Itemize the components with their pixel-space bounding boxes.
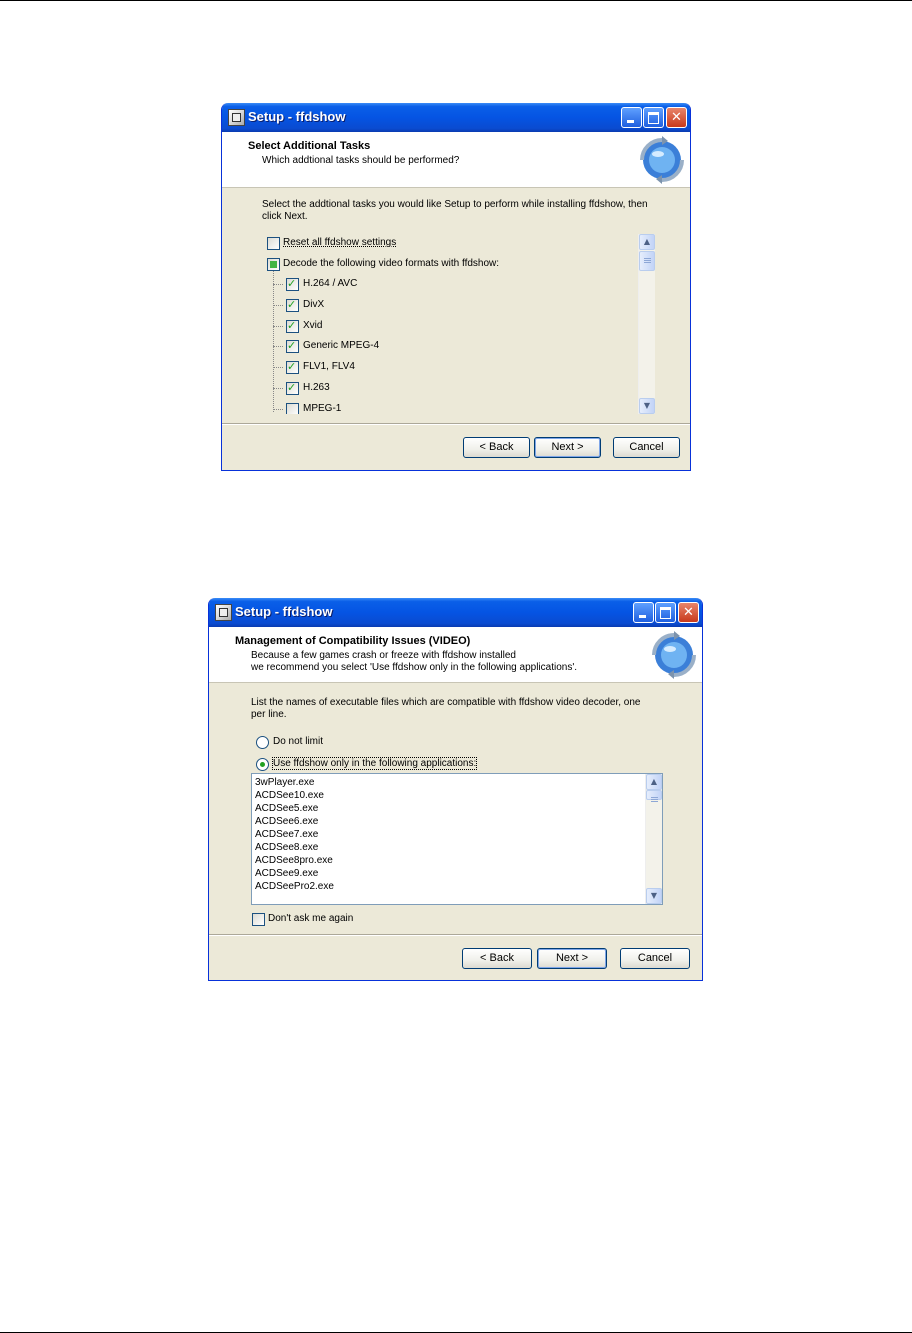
scroll-down-button[interactable] xyxy=(639,398,655,414)
wizard-globe-icon xyxy=(648,629,700,681)
window-title: Setup - ffdshow xyxy=(235,604,333,619)
setup-dialog-compatibility xyxy=(208,598,703,981)
chevron-up-icon: ▲ xyxy=(650,777,658,786)
instructions-line2: per line. xyxy=(251,709,287,720)
cancel-button[interactable]: Cancel xyxy=(620,948,690,969)
maximize-icon xyxy=(644,108,663,127)
divx-checkbox[interactable] xyxy=(286,299,299,312)
list-item: ACDSee6.exe xyxy=(255,816,319,827)
list-item: ACDSee5.exe xyxy=(255,803,319,814)
close-button[interactable] xyxy=(666,107,687,128)
tree-branch xyxy=(273,305,283,306)
task-label: H.263 xyxy=(303,382,330,393)
close-button[interactable] xyxy=(678,602,699,623)
task-label: Reset all ffdshow settings xyxy=(283,237,397,248)
tasks-list[interactable] xyxy=(256,231,656,415)
tasks-scrollbar[interactable] xyxy=(638,234,655,414)
minimize-button[interactable] xyxy=(621,107,642,128)
task-label: Decode the following video formats with ffdshow: xyxy=(283,258,500,269)
list-item: ACDSee10.exe xyxy=(255,790,324,801)
setup-app-icon xyxy=(215,604,232,621)
chevron-down-icon: ▼ xyxy=(643,401,651,410)
chevron-down-icon: ▼ xyxy=(650,891,658,900)
list-item: ACDSee9.exe xyxy=(255,868,319,879)
do-not-limit-radio[interactable] xyxy=(256,736,269,749)
maximize-button[interactable] xyxy=(655,602,676,623)
title-bar[interactable] xyxy=(208,598,703,627)
window-title: Setup - ffdshow xyxy=(248,109,346,124)
next-button[interactable]: Next > xyxy=(537,948,607,969)
minimize-icon xyxy=(634,603,653,622)
wizard-header xyxy=(209,627,702,683)
page-title: Management of Compatibility Issues (VIDEO) xyxy=(235,635,471,647)
option-label: Do not limit xyxy=(273,736,324,747)
list-item: 3wPlayer.exe xyxy=(255,777,315,788)
page-subtitle: Which addtional tasks should be performed? xyxy=(262,155,460,166)
instructions-text xyxy=(251,697,641,721)
tree-branch xyxy=(273,284,283,285)
decode-formats-checkbox[interactable] xyxy=(267,258,280,271)
applications-scrollbar[interactable] xyxy=(645,774,662,904)
page-subtitle-line2: we recommend you select 'Use ffdshow only in the following applications'. xyxy=(251,662,578,673)
instructions-line1: Select the addtional tasks you would like Setup to perform while installing ffdshow, then xyxy=(262,199,648,210)
scroll-up-button[interactable] xyxy=(639,234,655,250)
title-bar[interactable] xyxy=(221,103,691,132)
scroll-thumb[interactable] xyxy=(646,790,662,800)
task-label: MPEG-1 xyxy=(303,403,342,414)
scroll-up-button[interactable] xyxy=(646,774,662,790)
instructions-line1: List the names of executable files which are compatible with ffdshow video decoder, one xyxy=(251,697,641,708)
scroll-down-button[interactable] xyxy=(646,888,662,904)
reset-settings-checkbox[interactable] xyxy=(267,237,280,250)
maximize-icon xyxy=(656,603,675,622)
list-item: ACDSee8.exe xyxy=(255,842,319,853)
instructions-line2: click Next. xyxy=(262,211,308,222)
xvid-checkbox[interactable] xyxy=(286,320,299,333)
task-label: H.264 / AVC xyxy=(303,278,358,289)
tree-connector xyxy=(273,266,274,412)
task-label: Generic MPEG-4 xyxy=(303,340,380,351)
dont-ask-label: Don't ask me again xyxy=(268,913,354,924)
button-area-separator xyxy=(222,423,690,425)
instructions-text xyxy=(262,199,648,223)
setup-app-icon xyxy=(228,109,245,126)
page-title: Select Additional Tasks xyxy=(248,140,371,152)
cancel-button[interactable]: Cancel xyxy=(613,437,680,458)
list-item: ACDSee7.exe xyxy=(255,829,319,840)
button-area-separator xyxy=(209,934,702,936)
flv-checkbox[interactable] xyxy=(286,361,299,374)
setup-dialog-tasks xyxy=(221,103,691,471)
use-only-listed-radio[interactable] xyxy=(256,758,269,771)
h264-checkbox[interactable] xyxy=(286,278,299,291)
minimize-icon xyxy=(622,108,641,127)
close-icon: ✕ xyxy=(671,110,682,125)
tree-branch xyxy=(273,326,283,327)
option-label: Use ffdshow only in the following applications: xyxy=(273,758,477,769)
scroll-thumb[interactable] xyxy=(639,251,655,271)
mpeg1-checkbox[interactable] xyxy=(286,403,299,415)
applications-textarea[interactable] xyxy=(251,773,663,905)
generic-mpeg4-checkbox[interactable] xyxy=(286,340,299,353)
page-top-rule xyxy=(0,0,912,1)
task-label: DivX xyxy=(303,299,325,310)
back-button[interactable]: < Back xyxy=(462,948,532,969)
back-button[interactable]: < Back xyxy=(463,437,530,458)
chevron-up-icon: ▲ xyxy=(643,237,651,246)
wizard-globe-icon xyxy=(636,134,688,186)
task-label: FLV1, FLV4 xyxy=(303,361,355,372)
tree-branch xyxy=(273,346,283,347)
list-item: ACDSeePro2.exe xyxy=(255,881,334,892)
minimize-button[interactable] xyxy=(633,602,654,623)
tree-branch xyxy=(273,388,283,389)
h263-checkbox[interactable] xyxy=(286,382,299,395)
tree-branch xyxy=(273,367,283,368)
maximize-button[interactable] xyxy=(643,107,664,128)
page-subtitle-line1: Because a few games crash or freeze with ffdshow installed xyxy=(251,650,516,661)
task-label: Xvid xyxy=(303,320,323,331)
close-icon: ✕ xyxy=(683,605,694,620)
dont-ask-checkbox[interactable] xyxy=(252,913,265,926)
tree-branch xyxy=(273,409,283,410)
list-item: ACDSee8pro.exe xyxy=(255,855,333,866)
wizard-header xyxy=(222,132,690,188)
next-button[interactable]: Next > xyxy=(534,437,601,458)
